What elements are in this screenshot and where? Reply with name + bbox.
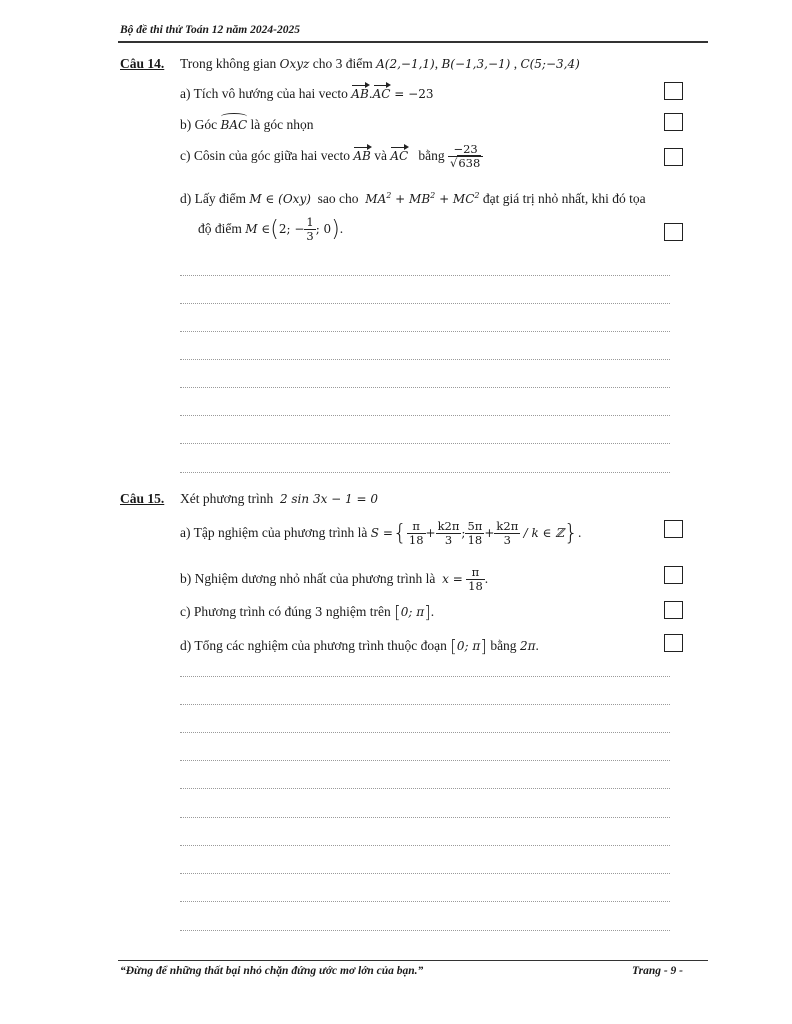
q15-statement-c: c) Phương trình có đúng 3 nghiệm trên [0; π]. [180,603,435,623]
q14-d-suffix: đạt giá trị nhỏ nhất, khi đó tọa [482,191,646,206]
q14-c-fraction: $\frac{-23}{√638}$ [448,143,483,170]
q14-label: Câu 14. [120,56,165,71]
q14-d-coord1: 2; − [278,221,305,236]
q14-statement-b [180,117,314,133]
q15-a-condition: / k ∈ ℤ [523,525,565,540]
q15-label: Câu 15. [120,491,165,506]
q14-point-c: C(5;−3,4) [520,57,580,71]
q15-stem-prefix: Xét phương trình [180,491,274,506]
q14-point-a: A(2,−1,1) [376,57,435,71]
q14-c-checkbox[interactable] [664,148,683,166]
q14-c-text: c) Côsin của góc giữa hai vecto [180,147,351,163]
q14-d-line2-text: độ điểm [198,220,242,236]
q14-statement-c [180,143,483,170]
answer-line[interactable] [180,930,670,931]
answer-line[interactable] [180,303,670,304]
q14-a-vec2: AC [372,87,391,101]
q15-c-checkbox[interactable] [664,601,683,619]
answer-line[interactable] [180,788,670,789]
q14-c-denominator: 638 [458,156,481,171]
q14-statement-a: a) Tích vô hướng của hai vecto AB.AC = −23 [180,86,434,101]
document-header: Bộ đề thi thử Toán 12 năm 2024-2025 [120,24,300,36]
answer-line[interactable] [180,704,670,705]
q14-d-fraction: $\frac{1}{3}$ [306,215,314,244]
q15-a-text: a) Tập nghiệm của phương trình là [180,524,368,540]
q14-c-bang: bằng [418,147,445,163]
answer-line[interactable] [180,901,670,902]
footer-quote: “Đừng để những thất bại nhỏ chặn đứng ước mơ lớn của bạn.” [120,965,424,977]
q14-c-vec1: AB [353,148,371,163]
answer-line[interactable] [180,873,670,874]
q15-d-mid: bằng [490,638,517,654]
answer-line[interactable] [180,760,670,761]
q14-d-coord2: ; 0 [315,221,332,236]
q14-point-b: B(−1,3,−1) [441,57,511,71]
q14-space: Oxyz [279,57,310,71]
q15-statement-b: b) Nghiệm dương nhỏ nhất của phương trình là x = $\frac{\pi}{18}$ . [180,565,489,594]
q14-a-checkbox[interactable] [664,82,683,100]
answer-line[interactable] [180,331,670,332]
q15-d-text: d) Tổng các nghiệm của phương trình thuộc đoạn [180,638,447,654]
q14-d-expression: $MA^2 + MB^2 + MC^2$ [365,191,480,206]
q15-statement-d: d) Tổng các nghiệm của phương trình thuộc đoạn [0; π] bằng 2π. [180,637,539,657]
q15-stem [180,491,378,507]
q15-b-text: b) Nghiệm dương nhỏ nhất của phương trình là [180,570,436,586]
q14-c-mid: và [374,147,387,163]
q15-d-checkbox[interactable] [664,634,683,652]
q14-d-checkbox[interactable] [664,223,683,241]
q14-d-text: d) Lấy điểm [180,191,246,206]
q15-b-fraction: $\frac{\pi}{18}$ [468,565,483,594]
q15-c-text: c) Phương trình có đúng [180,604,312,620]
answer-line[interactable] [180,443,670,444]
answer-line[interactable] [180,387,670,388]
q15-d-value: 2π [519,639,536,654]
footer-rule [118,960,708,961]
q14-b-text: b) Góc [180,117,218,132]
q14-stem-mid: cho 3 điểm [312,56,373,71]
answer-line[interactable] [180,359,670,360]
q14-b-suffix: là góc nhọn [250,117,314,132]
q15-c-count: 3 [314,605,323,620]
q15-c-mid: nghiệm trên [325,604,391,620]
answer-line[interactable] [180,845,670,846]
header-rule [118,41,708,43]
q14-d-membership: M ∈ [245,221,271,236]
answer-line[interactable] [180,732,670,733]
q15-a-set-eq: S = [370,525,393,540]
q14-d-condition: M ∈ (Oxy) [249,192,311,206]
answer-line[interactable] [180,275,670,276]
q15-statement-a: a) Tập nghiệm của phương trình là S ={ $\frac{\pi}{18}$ + $\frac{k2\pi}{3}$ ; $\frac{5\pi}{18}$ + $\frac{k2\pi}{3}$ / k ∈ ℤ}. [180,519,582,548]
q14-statement-d-line2: độ điểm M ∈(2; − $\frac{1}{3}$ ; 0). [198,215,344,244]
q14-c-numerator: −23 [448,143,483,157]
q15-equation: 2 sin 3x − 1 = 0 [279,492,378,506]
q14-b-angle: BAC [220,118,248,132]
answer-line[interactable] [180,415,670,416]
q14-c-vec2: AC [390,148,409,163]
q14-a-value: = −23 [390,87,434,101]
q15-b-x-eq: x = [442,571,463,586]
q15-c-interval: 0; π [400,605,425,620]
q15-d-interval: 0; π [456,639,481,654]
answer-line[interactable] [180,817,670,818]
answer-line[interactable] [180,472,670,473]
q14-stem-prefix: Trong không gian [180,56,277,71]
answer-line[interactable] [180,676,670,677]
q15-b-checkbox[interactable] [664,566,683,584]
q14-statement-d [180,191,646,207]
q14-a-vec1: AB [351,87,369,101]
q14-a-text: a) Tích vô hướng của hai vecto [180,86,348,101]
q14-b-checkbox[interactable] [664,113,683,131]
q14-stem: Trong không gian Oxyz cho 3 điểm A(2,−1,1), B(−1,3,−1) , C(5;−3,4) [180,56,580,71]
q14-d-mid: sao cho [317,191,359,206]
q15-a-checkbox[interactable] [664,520,683,538]
page-number: Trang - 9 - [632,965,684,977]
